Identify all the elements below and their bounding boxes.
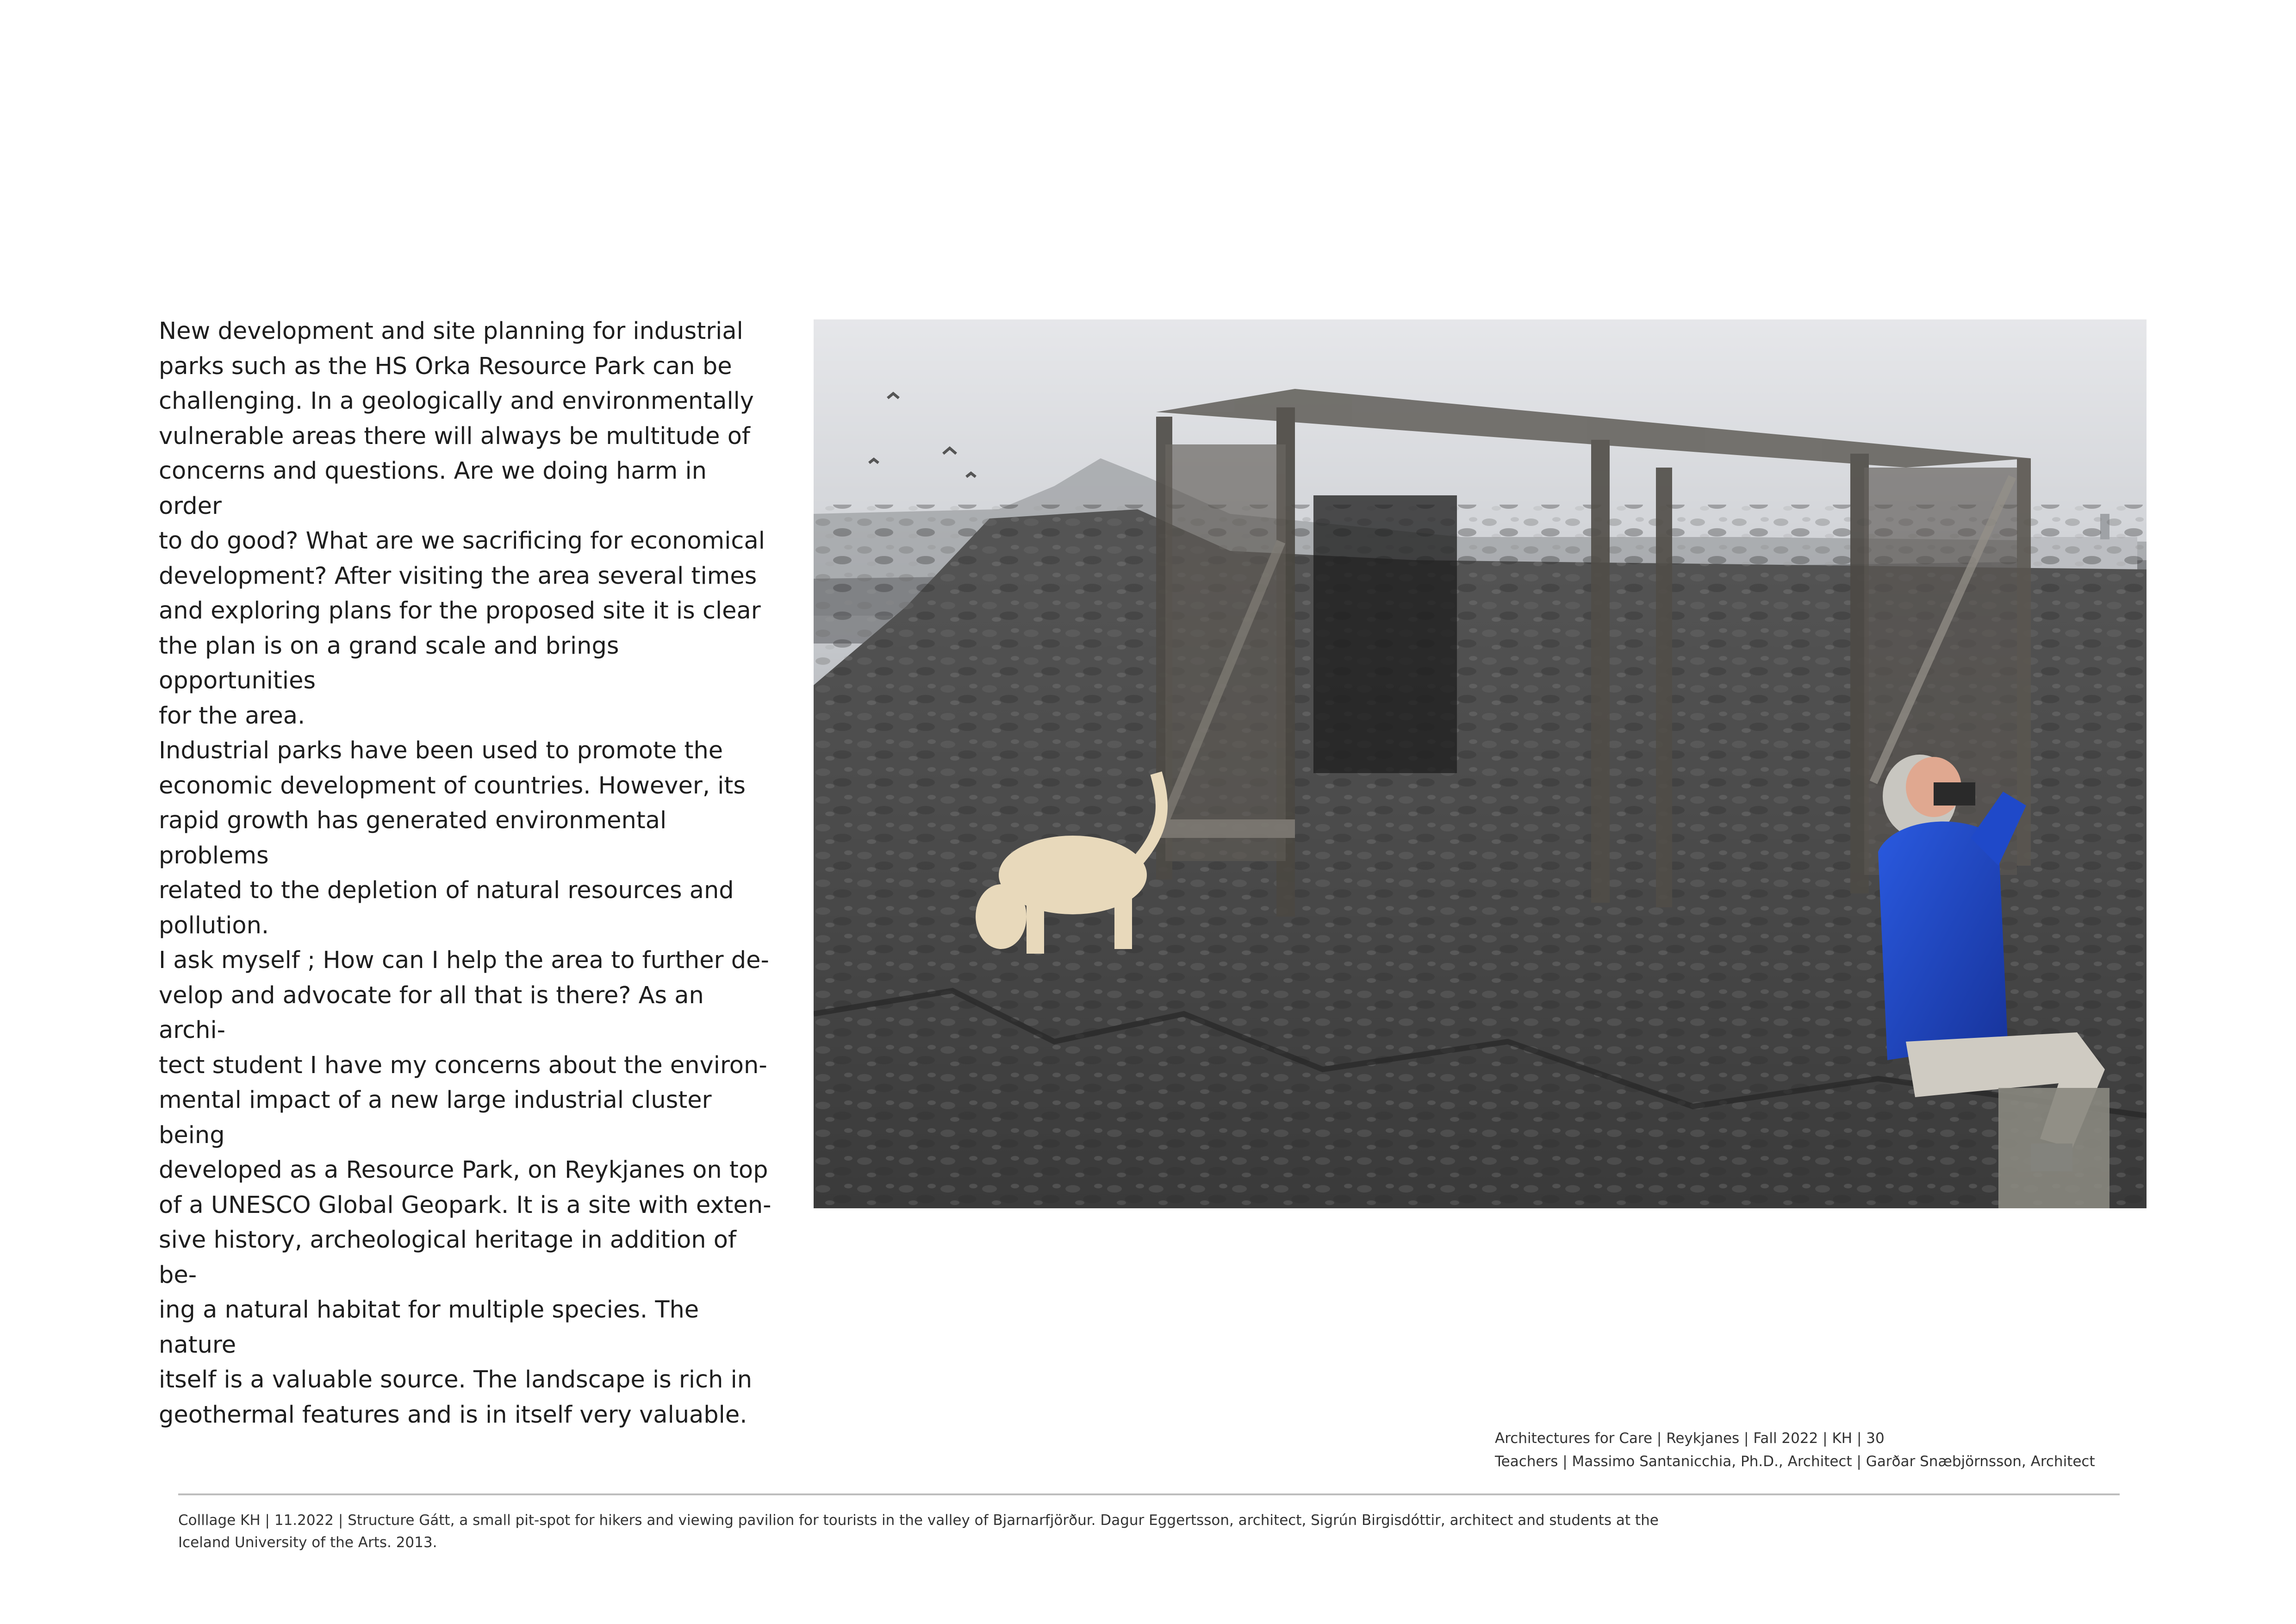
collage-image xyxy=(814,319,2147,1208)
page-credits xyxy=(1495,1427,2198,1473)
caption-line-2: Iceland University of the Arts. 2013. xyxy=(178,1534,437,1551)
body-paragraph-1: New development and site planning for industrial parks such as the HS Orka Resource Park can be challenging. In a geologically and environmentally vulnerable areas there will always be multitude of concerns and questions. Are we doing harm in order to do good? What are we sacrificing for economical development? After visiting the area several times and exploring plans for the proposed site it is clear the plan is on a grand scale and brings opportunities for the area. xyxy=(159,318,765,730)
collage-caption xyxy=(178,1509,1696,1554)
body-text xyxy=(159,314,774,1432)
collage-illustration xyxy=(814,319,2147,1208)
body-paragraph-2: Industrial parks have been used to promote the economic development of countries. However, its rapid growth has generated environmental problems related to the depletion of natural resources and pollution. xyxy=(159,737,746,939)
teachers-line: Teachers | Massimo Santanicchia, Ph.D., Architect | Garðar Snæbjörnsson, Architect xyxy=(1495,1453,2095,1470)
divider-rule xyxy=(178,1493,2120,1495)
caption-line-1: Colllage KH | 11.2022 | Structure Gátt, a small pit-spot for hikers and viewing pavilion for tourists in the valley of Bjarnarfjörður. Dagur Eggertsson, architect, Sigrún Birgisdóttir, architect and students at the xyxy=(178,1512,1659,1529)
course-line: Architectures for Care | Reykjanes | Fall 2022 | KH | 30 xyxy=(1495,1430,1885,1447)
body-paragraph-3: I ask myself ; How can I help the area to further de- velop and advocate for all that is there? As an archi- tect student I have my concerns about the environ- mental impact of a new large industrial cluster being developed as a Resource Park, on Reykjanes on top of a UNESCO Global Geopark. It is a site with exten- sive history, archeological heritage in addition of be- ing a natural habitat for multiple species. The nature itself is a valuable source. The landscape is rich in geothermal features and is in itself very valuable. xyxy=(159,947,772,1429)
